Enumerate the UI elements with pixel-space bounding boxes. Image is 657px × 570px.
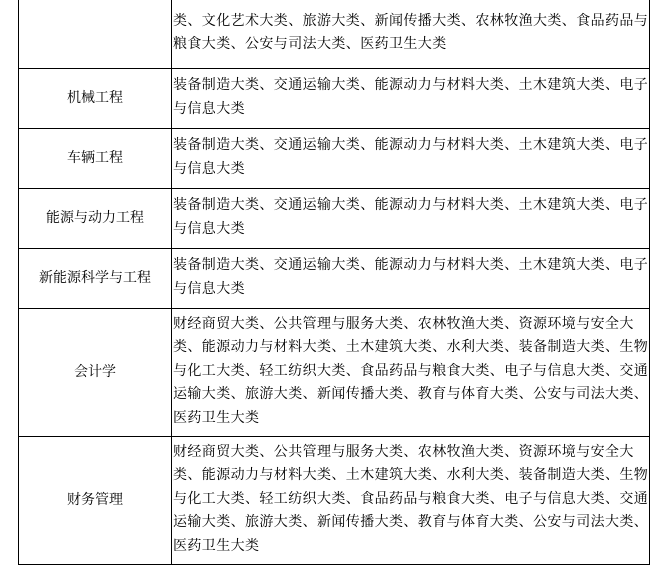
table-row (19, 128, 650, 188)
category-list-cell: 类、文化艺术大类、旅游大类、新闻传播大类、农林牧渔大类、食品药品与粮食大类、公安与司法大类、医药卫生大类 (172, 0, 650, 68)
category-list-cell: 装备制造大类、交通运输大类、能源动力与材料大类、土木建筑大类、电子与信息大类 (172, 188, 650, 248)
major-name-cell: 车辆工程 (19, 128, 172, 188)
major-name-cell (19, 0, 172, 68)
table-row (19, 308, 650, 436)
table-row (19, 248, 650, 308)
major-name-cell: 机械工程 (19, 68, 172, 128)
major-name-cell: 新能源科学与工程 (19, 248, 172, 308)
category-list-cell: 装备制造大类、交通运输大类、能源动力与材料大类、土木建筑大类、电子与信息大类 (172, 68, 650, 128)
major-name-cell: 财务管理 (19, 436, 172, 564)
category-list-cell: 装备制造大类、交通运输大类、能源动力与材料大类、土木建筑大类、电子与信息大类 (172, 248, 650, 308)
majors-table-container (18, 0, 650, 565)
major-name-cell: 能源与动力工程 (19, 188, 172, 248)
table-row (19, 188, 650, 248)
majors-table (18, 0, 650, 565)
table-row (19, 0, 650, 68)
table-row (19, 68, 650, 128)
major-name-cell: 会计学 (19, 308, 172, 436)
category-list-cell: 财经商贸大类、公共管理与服务大类、农林牧渔大类、资源环境与安全大类、能源动力与材料大类、土木建筑大类、水利大类、装备制造大类、生物与化工大类、轻工纺织大类、食品药品与粮食大类、电子与信息大类、交通运输大类、旅游大类、新闻传播大类、教育与体育大类、公安与司法大类、医药卫生大类 (172, 308, 650, 436)
category-list-cell: 装备制造大类、交通运输大类、能源动力与材料大类、土木建筑大类、电子与信息大类 (172, 128, 650, 188)
table-row (19, 436, 650, 564)
category-list-cell: 财经商贸大类、公共管理与服务大类、农林牧渔大类、资源环境与安全大类、能源动力与材料大类、土木建筑大类、水利大类、装备制造大类、生物与化工大类、轻工纺织大类、食品药品与粮食大类、电子与信息大类、交通运输大类、旅游大类、新闻传播大类、教育与体育大类、公安与司法大类、医药卫生大类 (172, 436, 650, 564)
